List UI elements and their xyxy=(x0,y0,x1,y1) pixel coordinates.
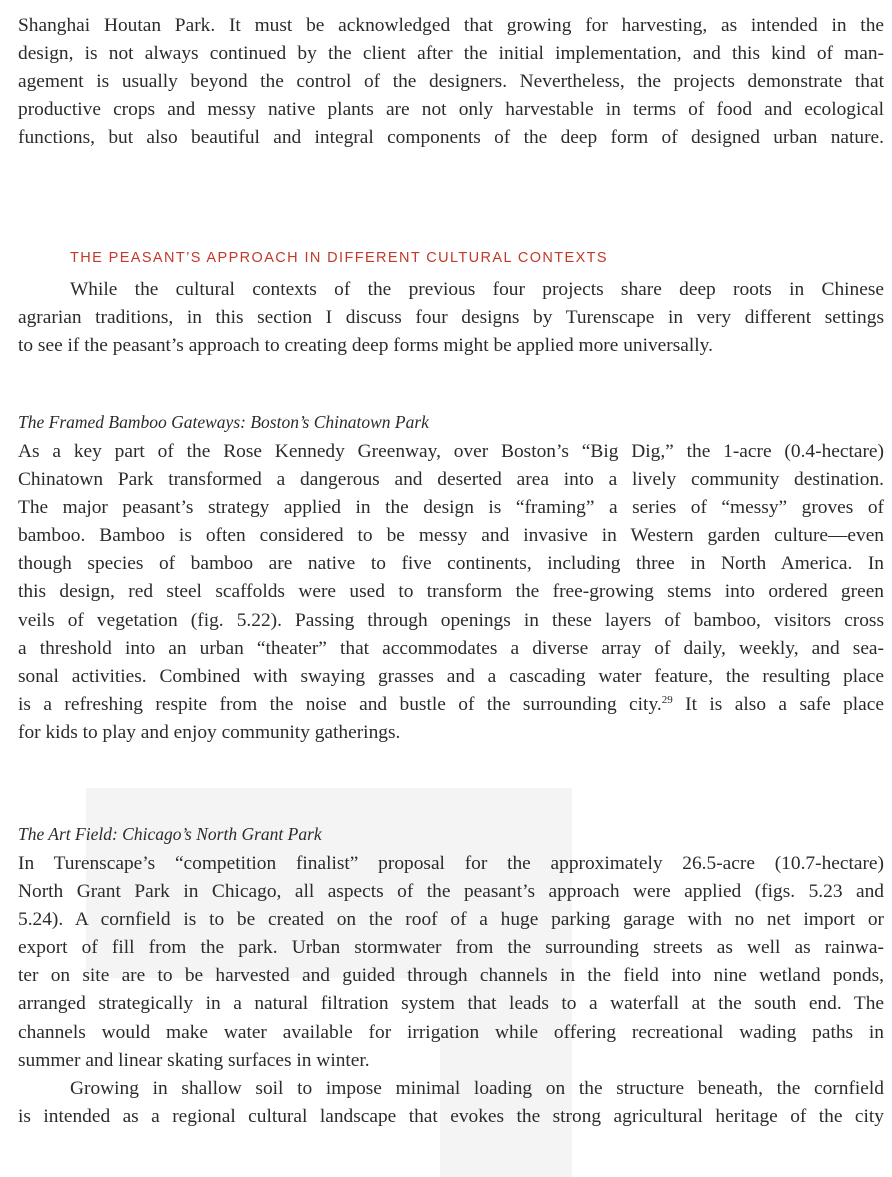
text-line: arranged strategically in a natural filtration system that leads to a waterfall at the south end. The xyxy=(18,993,884,1015)
text-line: export of fill from the park. Urban stormwater from the surrounding streets as well as rainwa- xyxy=(18,937,884,959)
section-intro-paragraph xyxy=(18,276,884,360)
text-line: While the cultural contexts of the previous four projects share deep roots in Chinese xyxy=(70,279,884,300)
chicago-paragraph xyxy=(18,850,884,1075)
text-line xyxy=(18,691,884,719)
text-line: North Grant Park in Chicago, all aspects of the peasant’s approach were applied (figs. 5.23 and xyxy=(18,881,884,903)
text-line: channels would make water available for irrigation while offering recreational wading paths in xyxy=(18,1021,884,1043)
text-line: design, is not always continued by the client after the initial implementation, and this kind of man- xyxy=(18,43,884,65)
text-line: agrarian traditions, in this section I discuss four designs by Turenscape in very different settings xyxy=(18,307,884,329)
text-line: Shanghai Houtan Park. It must be acknowledged that growing for harvesting, as intended in the xyxy=(18,15,884,36)
text-line: ter on site are to be harvested and guided through channels in the field into nine wetland ponds, xyxy=(18,965,884,987)
text-line: summer and linear skating surfaces in winter. xyxy=(18,1049,370,1071)
footnote-marker: 29 xyxy=(661,693,673,706)
text-line: functions, but also beautiful and integral components of the deep form of designed urban nature. xyxy=(18,127,884,149)
boston-paragraph xyxy=(18,438,884,747)
text-line: veils of vegetation (fig. 5.22). Passing through openings in these layers of bamboo, visitors cross xyxy=(18,609,884,631)
text-line: bamboo. Bamboo is often considered to be messy and invasive in Western garden culture—even xyxy=(18,525,884,547)
chicago-paragraph-2 xyxy=(18,1075,884,1131)
text-line: Chinatown Park transformed a dangerous and deserted area into a lively community destination. xyxy=(18,469,884,491)
text-line: this design, red steel scaffolds were used to transform the free-growing stems into ordered green xyxy=(18,581,884,603)
text-line: productive crops and messy native plants are not only harvestable in terms of food and ecological xyxy=(18,99,884,121)
section-heading: THE PEASANT’S APPROACH IN DIFFERENT CULTURAL CONTEXTS xyxy=(70,250,609,266)
text-line: though species of bamboo are native to five continents, including three in North America. In xyxy=(18,553,884,575)
text-line: for kids to play and enjoy community gatherings. xyxy=(18,721,401,743)
text-segment: It is also a safe place xyxy=(672,693,884,715)
text-line: In Turenscape’s “competition finalist” proposal for the approximately 26.5-acre (10.7-hectare) xyxy=(18,853,884,874)
text-line: sonal activities. Combined with swaying grasses and a cascading water feature, the resulting place xyxy=(18,665,884,687)
text-line: to see if the peasant’s approach to creating deep forms might be applied more universally. xyxy=(18,335,713,357)
text-line: Growing in shallow soil to impose minimal loading on the structure beneath, the cornfield xyxy=(70,1078,884,1099)
text-line: agement is usually beyond the control of the designers. Nevertheless, the projects demonstrate that xyxy=(18,71,884,93)
text-line: 5.24). A cornfield is to be created on the roof of a huge parking garage with no net import or xyxy=(18,909,884,931)
subheading-boston: The Framed Bamboo Gateways: Boston’s Chinatown Park xyxy=(18,412,429,432)
text-line: As a key part of the Rose Kennedy Greenway, over Boston’s “Big Dig,” the 1-acre (0.4-hectare) xyxy=(18,441,884,462)
text-line: The major peasant’s strategy applied in the design is “framing” a series of “messy” groves of xyxy=(18,497,884,519)
text-line: a threshold into an urban “theater” that accommodates a diverse array of daily, weekly, and sea- xyxy=(18,637,884,659)
text-segment: is a refreshing respite from the noise and bustle of the surrounding city. xyxy=(18,693,662,715)
subheading-chicago: The Art Field: Chicago’s North Grant Park xyxy=(18,824,322,844)
intro-paragraph xyxy=(18,12,884,152)
text-line: is intended as a regional cultural landscape that evokes the strong agricultural heritage of the city xyxy=(18,1106,884,1128)
